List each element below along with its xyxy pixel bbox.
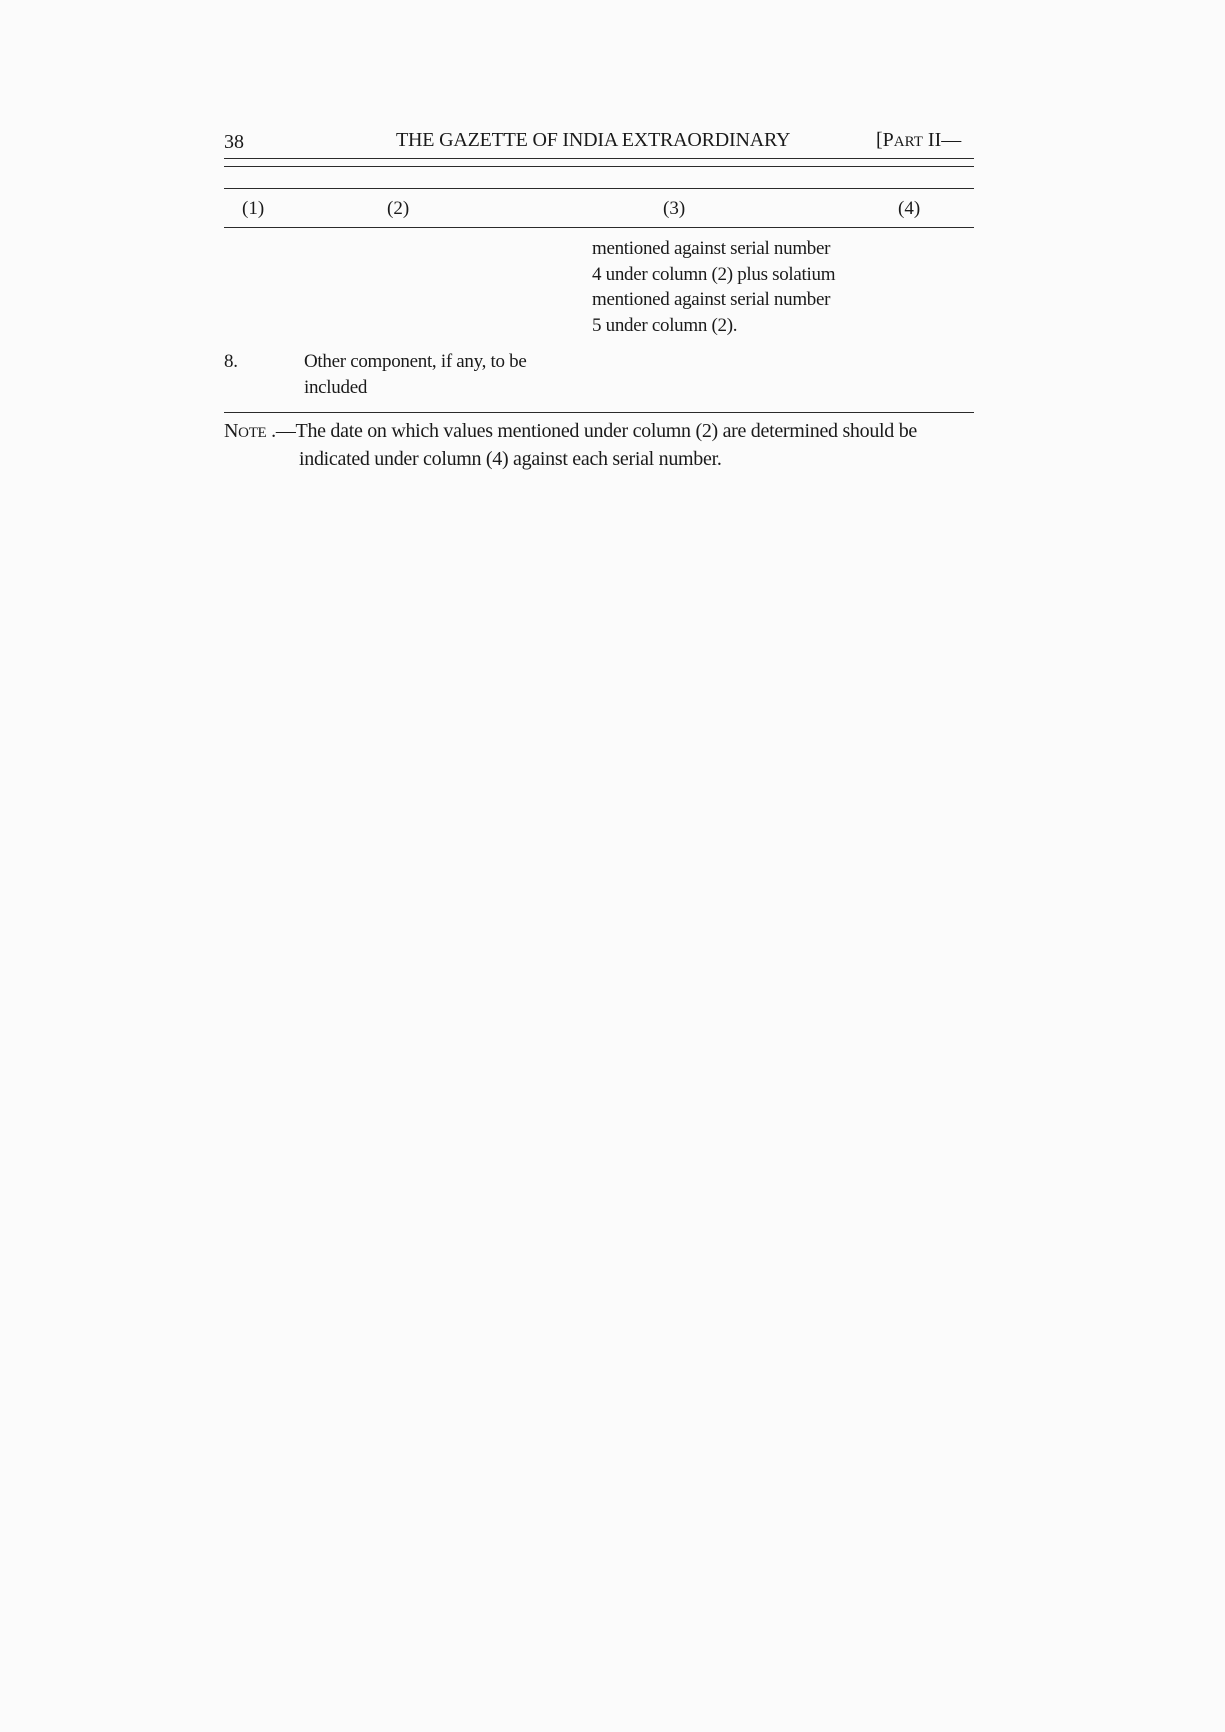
note-label-initial: N [224, 420, 239, 442]
component-line: Other component, if any, to be [304, 351, 527, 372]
table-top-rule [224, 188, 974, 189]
continuation-line: 4 under column (2) plus solatium [592, 263, 836, 285]
note-dash: .— [266, 420, 296, 442]
column-header-2: (2) [387, 198, 410, 219]
table-note [224, 418, 976, 472]
continuation-line: 5 under column (2). [592, 314, 738, 336]
continuation-line: mentioned against serial number [592, 238, 831, 259]
part-label-smallcaps: ART [893, 134, 923, 150]
component-line: included [304, 376, 368, 398]
note-first-line [224, 418, 976, 446]
row-component-text [304, 349, 526, 400]
table-header-rule [224, 227, 974, 228]
continuation-line: mentioned against serial number [592, 289, 831, 310]
part-label [876, 128, 961, 154]
note-text-line1: The date on which values mentioned under column (2) are determined should be [295, 420, 917, 442]
part-label-prefix: [P [876, 129, 894, 151]
column-header-1: (1) [242, 198, 265, 219]
header-rule-bottom [224, 166, 974, 167]
gazette-title: THE GAZETTE OF INDIA EXTRAORDINARY [396, 129, 791, 151]
header-rule-top [224, 158, 974, 159]
part-label-suffix: II— [922, 129, 962, 151]
note-text-line2: indicated under column (4) against each serial number. [299, 448, 722, 470]
page-number: 38 [224, 131, 244, 153]
column3-continuation-text [592, 236, 835, 338]
column-header-3: (3) [663, 198, 686, 219]
table-bottom-rule [224, 412, 974, 413]
note-label-smallcaps: OTE [238, 425, 267, 441]
row-serial-number: 8. [224, 351, 238, 372]
column-header-4: (4) [898, 198, 921, 219]
